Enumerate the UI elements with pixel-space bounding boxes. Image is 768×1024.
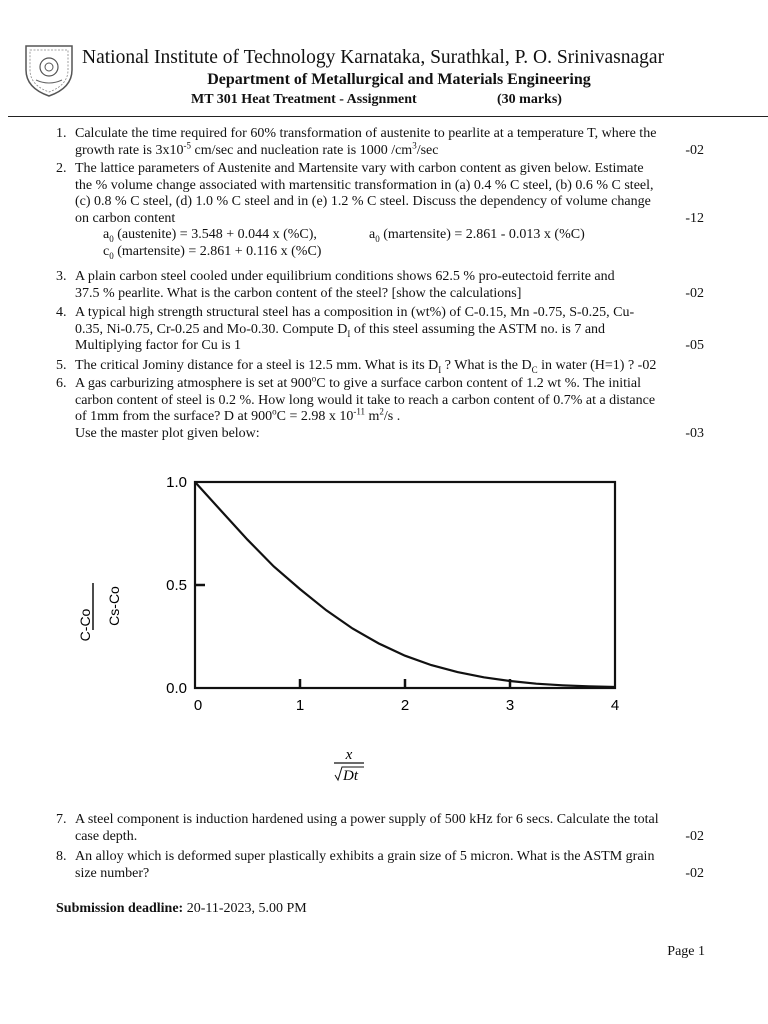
q4-line1: A typical high strength structural steel has a composition in (wt%) of C-0.15, Mn -0.75, S-0.25, Cu- bbox=[75, 305, 635, 320]
q3-line2: 37.5 % pearlite. What is the carbon content of the steel? [show the calculations] bbox=[75, 285, 522, 301]
q7-marks: -02 bbox=[685, 828, 704, 844]
department-name: Department of Metallurgical and Materials Engineering bbox=[207, 71, 591, 88]
q3-line1: A plain carbon steel cooled under equilibrium conditions shows 62.5 % pro-eutectoid ferrite and bbox=[75, 269, 615, 284]
q2-line1: The lattice parameters of Austenite and Martensite vary with carbon content as given below. Estimate bbox=[75, 161, 644, 176]
q6-line1: A gas carburizing atmosphere is set at 900$^o$C to give a surface carbon content of 1.2 wt %. The initial bbox=[75, 373, 642, 391]
xlabel-denominator: Dt bbox=[343, 768, 358, 784]
q5-line1: The critical Jominy distance for a steel is 12.5 mm. What is its $D_I$ ? What is the $D_C$ in water (H=1) ? -02 bbox=[75, 358, 657, 375]
xlabel-numerator: x bbox=[345, 747, 353, 763]
q8-line1: An alloy which is deformed super plastically exhibits a grain size of 5 micron. What is the ASTM grain bbox=[75, 849, 655, 864]
q6-number: 6. bbox=[56, 376, 67, 391]
course-title: MT 301 Heat Treatment - Assignment bbox=[191, 92, 417, 107]
x-tick-label: 2 bbox=[400, 697, 410, 714]
question-2 bbox=[0, 161, 768, 260]
q2-formula-martensite-a: $a_0$ (martensite) = 2.861 - 0.013 x (%C) bbox=[369, 227, 585, 244]
deadline-value: 20-11-2023, 5.00 PM bbox=[183, 901, 307, 916]
q1-line2: growth rate is $3x10^{-5}$ cm/sec and nucleation rate is 1000 $/cm^3/\sec$ bbox=[75, 139, 439, 158]
q1-number: 1. bbox=[56, 126, 67, 141]
q2-formula-austenite: $a_0$ (austenite) = 3.548 + 0.044 x (%C), bbox=[103, 227, 317, 244]
q2-line3: (c) 0.8 % C steel, (d) 1.0 % C steel and in (e) 1.2 % C steel. Discuss the dependency of volume change bbox=[75, 194, 651, 209]
q2-number: 2. bbox=[56, 161, 67, 176]
q6-line2: carbon content of steel is 0.2 %. How long would it take to reach a carbon content of 0.7% at a distance bbox=[75, 392, 656, 408]
q2-marks: -12 bbox=[685, 210, 704, 226]
q4-line3: Multiplying factor for Cu is 1 bbox=[75, 338, 242, 353]
q4-line2: 0.35, Ni-0.75, Cr-0.25 and Mo-0.30. Compute $D_I$ of this steel assuming the ASTM no. is 7 and bbox=[75, 321, 606, 339]
plot-frame bbox=[195, 482, 615, 688]
q8-line2: size number? bbox=[75, 865, 150, 881]
x-tick-label: 3 bbox=[505, 697, 515, 714]
q5-number: 5. bbox=[56, 358, 67, 373]
q2-formula-martensite-c: $c_0$ (martensite) = 2.861 + 0.116 x (%C) bbox=[103, 243, 322, 261]
q4-number: 4. bbox=[56, 305, 67, 320]
question-8 bbox=[0, 849, 768, 882]
q3-marks: -02 bbox=[685, 285, 704, 301]
y-tick-label: 0.0 bbox=[166, 680, 187, 697]
q4-marks: -05 bbox=[685, 338, 704, 353]
institute-name: National Institute of Technology Karnataka, Surathkal, P. O. Srinivasnagar bbox=[82, 47, 665, 68]
question-6 bbox=[0, 373, 768, 442]
submission-deadline bbox=[56, 901, 307, 917]
x-tick-label: 4 bbox=[610, 697, 620, 714]
q8-marks: -02 bbox=[685, 865, 704, 881]
ylabel-outer: C-Co bbox=[77, 608, 93, 642]
question-5 bbox=[0, 358, 768, 375]
question-1 bbox=[0, 126, 768, 159]
q1-marks: -02 bbox=[685, 142, 704, 158]
question-3 bbox=[0, 269, 768, 302]
page-number: Page 1 bbox=[667, 944, 705, 959]
ylabel-inner: Cs-Co bbox=[106, 586, 122, 626]
y-tick-label: 0.5 bbox=[166, 577, 187, 594]
q7-line1: A steel component is induction hardened using a power supply of 500 kHz for 6 secs. Calculate the total bbox=[75, 812, 659, 827]
total-marks: (30 marks) bbox=[497, 92, 562, 107]
q6-line4: Use the master plot given below: bbox=[75, 425, 260, 441]
x-tick-label: 0 bbox=[193, 697, 203, 714]
q7-line2: case depth. bbox=[75, 828, 138, 844]
q2-line4: on carbon content bbox=[75, 210, 176, 226]
q7-number: 7. bbox=[56, 812, 67, 827]
y-tick-label: 1.0 bbox=[166, 474, 187, 491]
q8-number: 8. bbox=[56, 849, 67, 864]
q1-line1: Calculate the time required for 60% transformation of austenite to pearlite at a temperature T, where the bbox=[75, 126, 657, 141]
question-4 bbox=[0, 305, 768, 355]
x-tick-label: 1 bbox=[295, 697, 305, 714]
q6-line3: of 1mm from the surface? D at $900^oC = 2.98$ x $10^{-11}$ $m^2/s$ . bbox=[75, 406, 401, 424]
q3-number: 3. bbox=[56, 269, 67, 284]
nitk-logo-icon bbox=[20, 40, 78, 98]
q2-line2: the % volume change associated with martensitic transformation in (a) 0.4 % C steel, (b) 0.6 % C steel, bbox=[75, 177, 654, 193]
question-7 bbox=[0, 812, 768, 845]
header bbox=[0, 0, 768, 118]
deadline-label: Submission deadline: bbox=[56, 901, 184, 916]
master-plot-chart bbox=[77, 470, 650, 790]
q6-marks: -03 bbox=[685, 425, 704, 441]
header-divider bbox=[8, 116, 768, 117]
concentration-curve bbox=[195, 482, 615, 687]
